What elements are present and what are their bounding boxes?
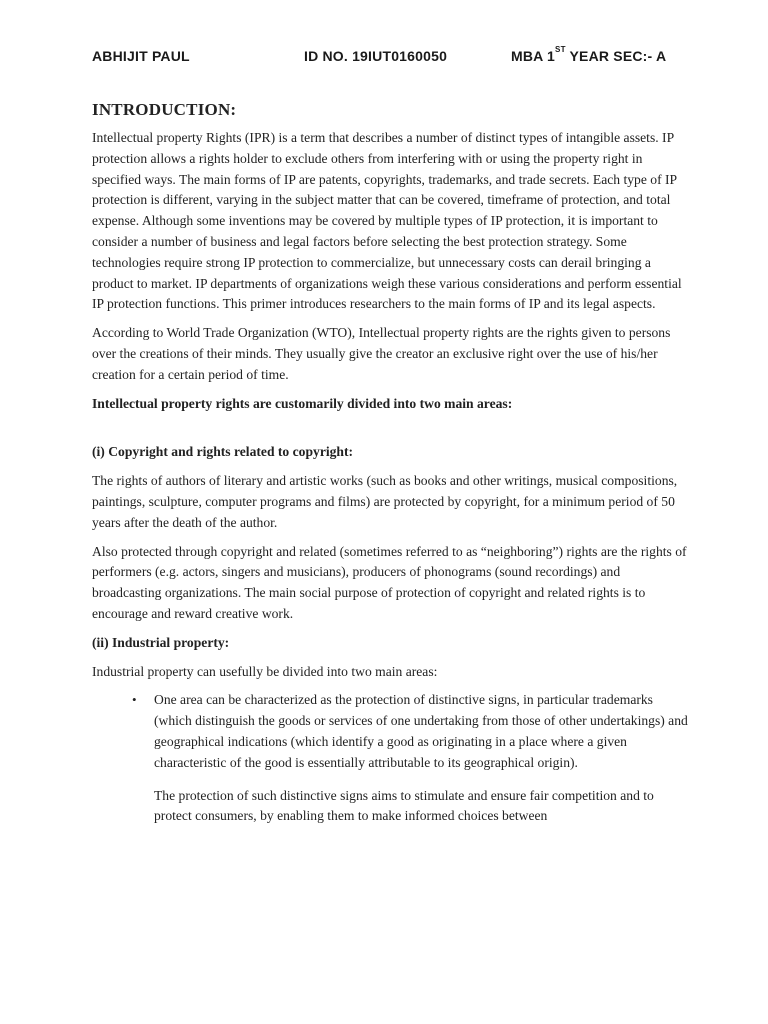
areas-heading: Intellectual property rights are customarily divided into two main areas: — [92, 395, 513, 411]
bullet-text: One area can be characterized as the protection of distinctive signs, in particular trademarks (which distinguish the goods or services of one undertaking from those of other undertakings) and geographical indications (which identify a good as originating in a place where a given characteristic of the good is essentially attributable to its geographical origin). — [154, 692, 688, 770]
page-header — [92, 45, 692, 68]
class-suffix: YEAR SEC:- A — [565, 48, 667, 64]
copyright-heading: (i) Copyright and rights related to copyright: — [92, 444, 354, 460]
copyright-paragraph: The rights of authors of literary and artistic works (such as books and other writings, musical compositions, paintings, sculpture, computer programs and films) are protected by copyright, for a minimum period of 50 years after the death of the author. — [92, 473, 678, 530]
wto-paragraph: According to World Trade Organization (WTO), Intellectual property rights are the rights given to persons over the creations of their minds. They usually give the creator an exclusive right over the use of his/her creation for a certain period of time. — [92, 325, 671, 382]
class-info — [511, 45, 667, 64]
author-name: ABHIJIT PAUL — [92, 48, 190, 64]
document-body — [92, 100, 688, 835]
intro-paragraph: Intellectual property Rights (IPR) is a term that describes a number of distinct types of intangible assets. IP protection allows a rights holder to exclude others from interfering with or using the property right in specified ways. The main forms of IP are patents, copyrights, trademarks, and trade secrets. Each type of IP protection is different, varying in the subject matter that can be covered, timeframe of protection, and total expense. Although some inventions may be covered by multiple types of IP protection, it is important to consider a number of business and legal factors before selecting the best protection strategy. Some technologies require strong IP protection to commercialize, but unnecessary costs can derail bringing a product to market. IP departments of organizations weigh these various considerations and perform essential IP protection functions. This primer introduces researchers to the main forms of IP and its legal aspects. — [92, 130, 682, 312]
class-superscript: ST — [555, 45, 566, 54]
industrial-paragraph: Industrial property can usefully be divided into two main areas: — [92, 663, 438, 679]
student-id: ID NO. 19IUT0160050 — [304, 48, 448, 64]
section-title: INTRODUCTION: — [92, 100, 237, 119]
distinctive-signs-paragraph: The protection of such distinctive signs aims to stimulate and ensure fair competition and to protect consumers, by enabling them to make informed choices between — [154, 787, 654, 824]
bullet-list — [92, 690, 688, 773]
industrial-heading: (ii) Industrial property: — [92, 634, 230, 650]
list-item — [92, 690, 688, 773]
spacer — [92, 422, 688, 442]
bullet-icon: • — [132, 692, 137, 708]
class-prefix: MBA 1 — [511, 48, 556, 64]
neighboring-rights-paragraph: Also protected through copyright and related (sometimes referred to as “neighboring”) rights are the rights of performers (e.g. actors, singers and musicians), producers of phonograms (sound recordings) and broadcasting organizations. The main social purpose of protection of copyright and related rights is to encourage and reward creative work. — [92, 543, 687, 621]
